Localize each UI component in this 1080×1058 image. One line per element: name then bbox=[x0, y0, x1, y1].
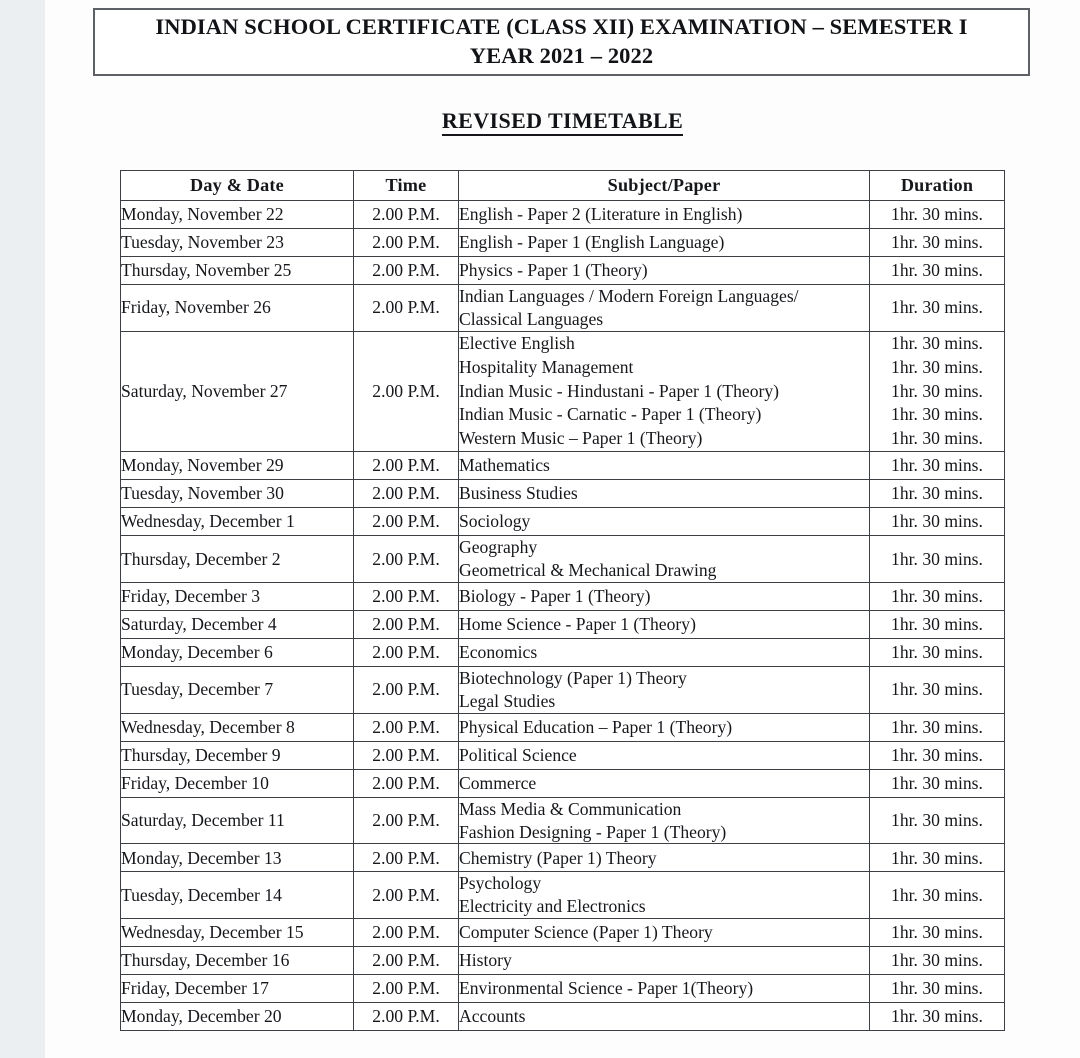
cell-day-date: Saturday, November 27 bbox=[121, 331, 354, 452]
cell-subject-paper bbox=[459, 257, 870, 285]
cell-time: 2.00 P.M. bbox=[354, 285, 459, 332]
cell-time: 2.00 P.M. bbox=[354, 975, 459, 1003]
cell-time: 2.00 P.M. bbox=[354, 508, 459, 536]
revised-timetable-heading-text: REVISED TIMETABLE bbox=[442, 108, 683, 136]
table-row bbox=[121, 769, 1005, 797]
cell-subject-paper bbox=[459, 947, 870, 975]
cell-day-date: Friday, December 17 bbox=[121, 975, 354, 1003]
table-row bbox=[121, 201, 1005, 229]
cell-time: 2.00 P.M. bbox=[354, 611, 459, 639]
table-row bbox=[121, 667, 1005, 714]
column-header-subject-paper: Subject/Paper bbox=[459, 171, 870, 201]
table-row bbox=[121, 508, 1005, 536]
column-header-day-date: Day & Date bbox=[121, 171, 354, 201]
cell-day-date: Thursday, December 2 bbox=[121, 536, 354, 583]
cell-time: 2.00 P.M. bbox=[354, 919, 459, 947]
cell-subject-paper bbox=[459, 508, 870, 536]
timetable-header-row bbox=[121, 171, 1005, 201]
cell-duration-line: 1hr. 30 mins. bbox=[891, 1006, 983, 1027]
cell-subject-paper-line: Biology - Paper 1 (Theory) bbox=[459, 586, 651, 607]
timetable bbox=[120, 170, 1005, 1031]
table-row bbox=[121, 229, 1005, 257]
cell-time: 2.00 P.M. bbox=[354, 480, 459, 508]
document-page bbox=[45, 0, 1080, 1058]
cell-subject-paper bbox=[459, 667, 870, 714]
cell-duration bbox=[870, 480, 1005, 508]
timetable-container bbox=[120, 170, 1004, 1031]
cell-duration-line: 1hr. 30 mins. bbox=[891, 642, 983, 663]
cell-subject-paper-line: Chemistry (Paper 1) Theory bbox=[459, 847, 657, 868]
table-row bbox=[121, 480, 1005, 508]
cell-day-date: Saturday, December 11 bbox=[121, 797, 354, 844]
table-row bbox=[121, 947, 1005, 975]
cell-duration bbox=[870, 583, 1005, 611]
cell-subject-paper-line: Geometrical & Mechanical Drawing bbox=[459, 560, 717, 581]
cell-subject-paper bbox=[459, 741, 870, 769]
cell-duration-line: 1hr. 30 mins. bbox=[891, 772, 983, 793]
cell-time: 2.00 P.M. bbox=[354, 331, 459, 452]
table-row bbox=[121, 844, 1005, 872]
cell-day-date: Wednesday, December 8 bbox=[121, 713, 354, 741]
cell-time: 2.00 P.M. bbox=[354, 583, 459, 611]
exam-title-line-1: INDIAN SCHOOL CERTIFICATE (CLASS XII) EXAMINATION – SEMESTER I bbox=[155, 14, 968, 40]
cell-time: 2.00 P.M. bbox=[354, 872, 459, 919]
cell-subject-paper bbox=[459, 844, 870, 872]
cell-time: 2.00 P.M. bbox=[354, 201, 459, 229]
cell-day-date: Wednesday, December 1 bbox=[121, 508, 354, 536]
table-row bbox=[121, 797, 1005, 844]
table-row bbox=[121, 919, 1005, 947]
cell-time: 2.00 P.M. bbox=[354, 452, 459, 480]
exam-title-box bbox=[93, 8, 1030, 76]
cell-duration bbox=[870, 1003, 1005, 1031]
timetable-body bbox=[121, 201, 1005, 1031]
cell-time: 2.00 P.M. bbox=[354, 797, 459, 844]
table-row bbox=[121, 975, 1005, 1003]
cell-time: 2.00 P.M. bbox=[354, 741, 459, 769]
cell-subject-paper bbox=[459, 201, 870, 229]
cell-duration-line: 1hr. 30 mins. bbox=[891, 511, 983, 532]
cell-subject-paper-line: Political Science bbox=[459, 744, 577, 765]
cell-duration-line: 1hr. 30 mins. bbox=[891, 483, 983, 504]
cell-day-date: Tuesday, November 23 bbox=[121, 229, 354, 257]
cell-duration bbox=[870, 452, 1005, 480]
cell-duration bbox=[870, 508, 1005, 536]
cell-duration bbox=[870, 639, 1005, 667]
cell-subject-paper bbox=[459, 975, 870, 1003]
cell-subject-paper bbox=[459, 872, 870, 919]
cell-day-date: Monday, December 20 bbox=[121, 1003, 354, 1031]
cell-subject-paper-line: English - Paper 2 (Literature in English) bbox=[459, 204, 743, 225]
cell-subject-paper-line: Computer Science (Paper 1) Theory bbox=[459, 922, 713, 943]
cell-day-date: Tuesday, December 14 bbox=[121, 872, 354, 919]
cell-subject-paper-line: Commerce bbox=[459, 772, 537, 793]
timetable-header bbox=[121, 171, 1005, 201]
cell-duration-line: 1hr. 30 mins. bbox=[891, 356, 983, 377]
cell-duration-line: 1hr. 30 mins. bbox=[891, 586, 983, 607]
cell-duration bbox=[870, 611, 1005, 639]
cell-subject-paper-line: Elective English bbox=[459, 332, 575, 353]
cell-subject-paper-line: Mass Media & Communication bbox=[459, 798, 682, 819]
cell-duration-line: 1hr. 30 mins. bbox=[891, 548, 983, 569]
cell-subject-paper-line: Indian Music - Carnatic - Paper 1 (Theory) bbox=[459, 404, 762, 425]
cell-subject-paper bbox=[459, 639, 870, 667]
cell-duration-line: 1hr. 30 mins. bbox=[891, 404, 983, 425]
cell-duration-line: 1hr. 30 mins. bbox=[891, 744, 983, 765]
cell-day-date: Monday, December 6 bbox=[121, 639, 354, 667]
cell-subject-paper bbox=[459, 480, 870, 508]
cell-time: 2.00 P.M. bbox=[354, 947, 459, 975]
cell-subject-paper-line: Legal Studies bbox=[459, 690, 556, 711]
cell-day-date: Thursday, November 25 bbox=[121, 257, 354, 285]
cell-duration-line: 1hr. 30 mins. bbox=[891, 810, 983, 831]
cell-subject-paper-line: Environmental Science - Paper 1(Theory) bbox=[459, 978, 754, 999]
cell-day-date: Wednesday, December 15 bbox=[121, 919, 354, 947]
cell-subject-paper bbox=[459, 229, 870, 257]
cell-day-date: Friday, December 3 bbox=[121, 583, 354, 611]
cell-subject-paper-line: Western Music – Paper 1 (Theory) bbox=[459, 428, 703, 449]
column-header-duration: Duration bbox=[870, 171, 1005, 201]
cell-duration bbox=[870, 741, 1005, 769]
cell-day-date: Monday, December 13 bbox=[121, 844, 354, 872]
table-row bbox=[121, 583, 1005, 611]
cell-duration bbox=[870, 257, 1005, 285]
cell-subject-paper-line: Indian Languages / Modern Foreign Languages/ bbox=[459, 286, 799, 306]
cell-duration-line: 1hr. 30 mins. bbox=[891, 950, 983, 971]
cell-subject-paper bbox=[459, 583, 870, 611]
cell-time: 2.00 P.M. bbox=[354, 257, 459, 285]
cell-duration bbox=[870, 201, 1005, 229]
cell-duration-line: 1hr. 30 mins. bbox=[891, 428, 983, 449]
cell-time: 2.00 P.M. bbox=[354, 1003, 459, 1031]
cell-day-date: Tuesday, November 30 bbox=[121, 480, 354, 508]
cell-duration bbox=[870, 536, 1005, 583]
cell-duration bbox=[870, 667, 1005, 714]
table-row bbox=[121, 285, 1005, 332]
cell-subject-paper-line: Home Science - Paper 1 (Theory) bbox=[459, 614, 696, 635]
cell-subject-paper bbox=[459, 919, 870, 947]
revised-timetable-heading bbox=[45, 108, 1080, 134]
cell-subject-paper-line: History bbox=[459, 950, 512, 971]
cell-subject-paper-line: Geography bbox=[459, 537, 538, 558]
cell-duration-line: 1hr. 30 mins. bbox=[891, 260, 983, 281]
cell-duration bbox=[870, 331, 1005, 452]
cell-subject-paper-line: Hospitality Management bbox=[459, 356, 634, 377]
cell-subject-paper-line: Business Studies bbox=[459, 483, 578, 504]
cell-subject-paper bbox=[459, 713, 870, 741]
cell-day-date: Saturday, December 4 bbox=[121, 611, 354, 639]
cell-duration bbox=[870, 229, 1005, 257]
cell-time: 2.00 P.M. bbox=[354, 769, 459, 797]
cell-duration-line: 1hr. 30 mins. bbox=[891, 922, 983, 943]
cell-day-date: Friday, December 10 bbox=[121, 769, 354, 797]
cell-subject-paper bbox=[459, 611, 870, 639]
cell-duration-line: 1hr. 30 mins. bbox=[891, 332, 983, 353]
cell-subject-paper-line: Sociology bbox=[459, 511, 531, 532]
cell-duration-line: 1hr. 30 mins. bbox=[891, 455, 983, 476]
cell-subject-paper-line: Fashion Designing - Paper 1 (Theory) bbox=[459, 821, 727, 842]
cell-time: 2.00 P.M. bbox=[354, 713, 459, 741]
cell-duration bbox=[870, 975, 1005, 1003]
cell-subject-paper bbox=[459, 1003, 870, 1031]
cell-day-date: Tuesday, December 7 bbox=[121, 667, 354, 714]
cell-duration bbox=[870, 947, 1005, 975]
table-row bbox=[121, 257, 1005, 285]
cell-time: 2.00 P.M. bbox=[354, 844, 459, 872]
cell-duration bbox=[870, 797, 1005, 844]
table-row bbox=[121, 713, 1005, 741]
table-row bbox=[121, 872, 1005, 919]
cell-subject-paper-line: Electricity and Electronics bbox=[459, 896, 646, 917]
cell-subject-paper-line: English - Paper 1 (English Language) bbox=[459, 232, 725, 253]
cell-duration bbox=[870, 919, 1005, 947]
table-row bbox=[121, 741, 1005, 769]
cell-duration-line: 1hr. 30 mins. bbox=[891, 679, 983, 700]
table-row bbox=[121, 611, 1005, 639]
cell-subject-paper bbox=[459, 285, 870, 332]
cell-subject-paper-line: Economics bbox=[459, 642, 538, 663]
cell-duration-line: 1hr. 30 mins. bbox=[891, 978, 983, 999]
cell-subject-paper-line: Physics - Paper 1 (Theory) bbox=[459, 260, 648, 281]
cell-duration bbox=[870, 844, 1005, 872]
cell-duration bbox=[870, 769, 1005, 797]
cell-duration-line: 1hr. 30 mins. bbox=[891, 614, 983, 635]
cell-duration-line: 1hr. 30 mins. bbox=[891, 716, 983, 737]
cell-subject-paper bbox=[459, 797, 870, 844]
cell-day-date: Thursday, December 16 bbox=[121, 947, 354, 975]
table-row bbox=[121, 639, 1005, 667]
cell-day-date: Friday, November 26 bbox=[121, 285, 354, 332]
cell-subject-paper-line: Mathematics bbox=[459, 455, 550, 476]
table-row bbox=[121, 331, 1005, 452]
cell-day-date: Monday, November 22 bbox=[121, 201, 354, 229]
cell-duration-line: 1hr. 30 mins. bbox=[891, 204, 983, 225]
table-row bbox=[121, 1003, 1005, 1031]
cell-time: 2.00 P.M. bbox=[354, 229, 459, 257]
cell-subject-paper-line: Indian Music - Hindustani - Paper 1 (Theory) bbox=[459, 380, 780, 401]
cell-subject-paper-line: Biotechnology (Paper 1) Theory bbox=[459, 668, 687, 689]
cell-duration-line: 1hr. 30 mins. bbox=[891, 884, 983, 905]
cell-time: 2.00 P.M. bbox=[354, 639, 459, 667]
cell-duration-line: 1hr. 30 mins. bbox=[891, 847, 983, 868]
cell-duration bbox=[870, 713, 1005, 741]
table-row bbox=[121, 452, 1005, 480]
cell-subject-paper bbox=[459, 536, 870, 583]
cell-subject-paper bbox=[459, 769, 870, 797]
cell-duration bbox=[870, 285, 1005, 332]
column-header-time: Time bbox=[354, 171, 459, 201]
cell-time: 2.00 P.M. bbox=[354, 536, 459, 583]
cell-duration-line: 1hr. 30 mins. bbox=[891, 297, 983, 318]
cell-duration-line: 1hr. 30 mins. bbox=[891, 232, 983, 253]
cell-subject-paper bbox=[459, 452, 870, 480]
cell-day-date: Thursday, December 9 bbox=[121, 741, 354, 769]
exam-title-line-2: YEAR 2021 – 2022 bbox=[469, 43, 654, 68]
cell-subject-paper-line: Classical Languages bbox=[459, 308, 604, 329]
cell-time: 2.00 P.M. bbox=[354, 667, 459, 714]
cell-duration bbox=[870, 872, 1005, 919]
cell-subject-paper-line: Accounts bbox=[459, 1006, 526, 1027]
cell-day-date: Monday, November 29 bbox=[121, 452, 354, 480]
cell-subject-paper bbox=[459, 331, 870, 452]
cell-duration-line: 1hr. 30 mins. bbox=[891, 380, 983, 401]
cell-subject-paper-line: Physical Education – Paper 1 (Theory) bbox=[459, 716, 733, 737]
table-row bbox=[121, 536, 1005, 583]
cell-subject-paper-line: Psychology bbox=[459, 873, 542, 894]
